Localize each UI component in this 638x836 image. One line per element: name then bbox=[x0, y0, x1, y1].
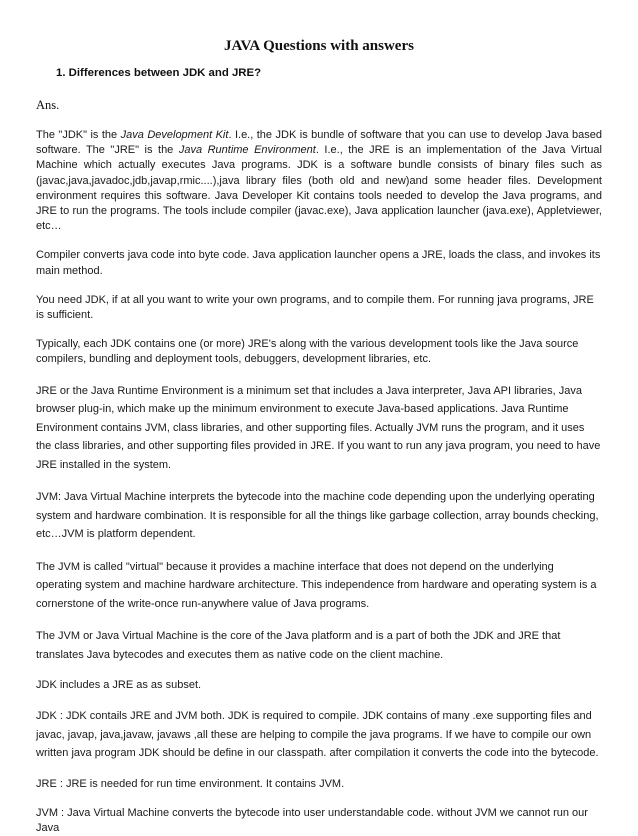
italic-term-jre: Java Runtime Environment bbox=[178, 144, 316, 157]
question-heading: 1. Differences between JDK and JRE? bbox=[56, 67, 262, 79]
paragraph-jdk-contents: Typically, each JDK contains one (or more) JRE's along with the various development tools like the Java source compilers, bundling and deployment tools, debuggers, development libraries, etc. bbox=[36, 338, 579, 366]
paragraph-jre-detail: JRE : JRE is needed for run time environment. It contains JVM. bbox=[36, 777, 345, 790]
paragraph-jdk-jre-definition bbox=[36, 128, 602, 234]
paragraph-jvm-detail: JVM : Java Virtual Machine converts the bytecode into user understandable code. without JVM we cannot run our Java bbox=[36, 807, 588, 835]
paragraph-jvm-core: The JVM or Java Virtual Machine is the core of the Java platform and is a part of both the JDK and JRE that translates Java bytecodes and executes them as native code on the client machine. bbox=[36, 630, 561, 661]
paragraph-jdk-subset: JDK includes a JRE as as subset. bbox=[36, 679, 202, 692]
document-title: JAVA Questions with answers bbox=[224, 38, 414, 54]
paragraph-text: . I.e., the JRE is an implementation of the Java Virtual Machine which actually executes Java programs. JDK is a software bundle consists of binary files such as (javac,java,javadoc,jdb,javap,rmic....),java library files (both old and new)and some header files. Development environment requires this software. Java Developer Kit contains tools needed to develop the Java programs, and JRE to run the programs. The tools include compiler (javac.exe), Java application launcher (java.exe), Appletviewer, etc… bbox=[36, 144, 602, 233]
answer-label: Ans. bbox=[36, 98, 60, 112]
paragraph-need-jdk: You need JDK, if at all you want to write your own programs, and to compile them. For running java programs, JRE is sufficient. bbox=[36, 293, 594, 322]
paragraph-text: . I.e., the JDK is bundle of software that you can use to develop Java based software. The "JRE" is the bbox=[36, 129, 602, 157]
answer-body bbox=[36, 128, 602, 836]
paragraph-compiler: Compiler converts java code into byte code. Java application launcher opens a JRE, loads the class, and invokes its main method. bbox=[36, 249, 601, 277]
paragraph-jvm: JVM: Java Virtual Machine interprets the bytecode into the machine code depending upon the underlying operating system and hardware combination. It is responsible for all the things like garbage collection, array bounds checking, etc…JVM is platform dependent. bbox=[36, 491, 599, 541]
paragraph-jdk-detail: JDK : JDK contails JRE and JVM both. JDK is required to compile. JDK contains of many .exe supporting files and javac, javap, java,javaw, javaws ,all these are helping to compile the java programs. If we have to compile our own written java program JDK should be define in our classpath. after compilation it converts the code into the bytecode. bbox=[36, 710, 599, 760]
paragraph-jre: JRE or the Java Runtime Environment is a minimum set that includes a Java interpreter, Java API libraries, Java browser plug-in, which make up the minimum environment to execute Java-based applications. Java Runtime Environment contains JVM, class libraries, and other supporting files. Actually JVM runs the program, and it uses the class libraries, and other supporting files provided in JRE. If you want to run any java program, you need to have JRE installed in the system. bbox=[36, 384, 601, 471]
paragraph-text: The "JDK" is the bbox=[36, 129, 121, 141]
italic-term-jdk: Java Development Kit bbox=[120, 129, 229, 141]
paragraph-jvm-virtual: The JVM is called "virtual" because it provides a machine interface that does not depend on the underlying operating system and machine hardware architecture. This independence from hardware and operating system is a cornerstone of the write-once run-anywhere value of Java programs. bbox=[36, 560, 597, 610]
